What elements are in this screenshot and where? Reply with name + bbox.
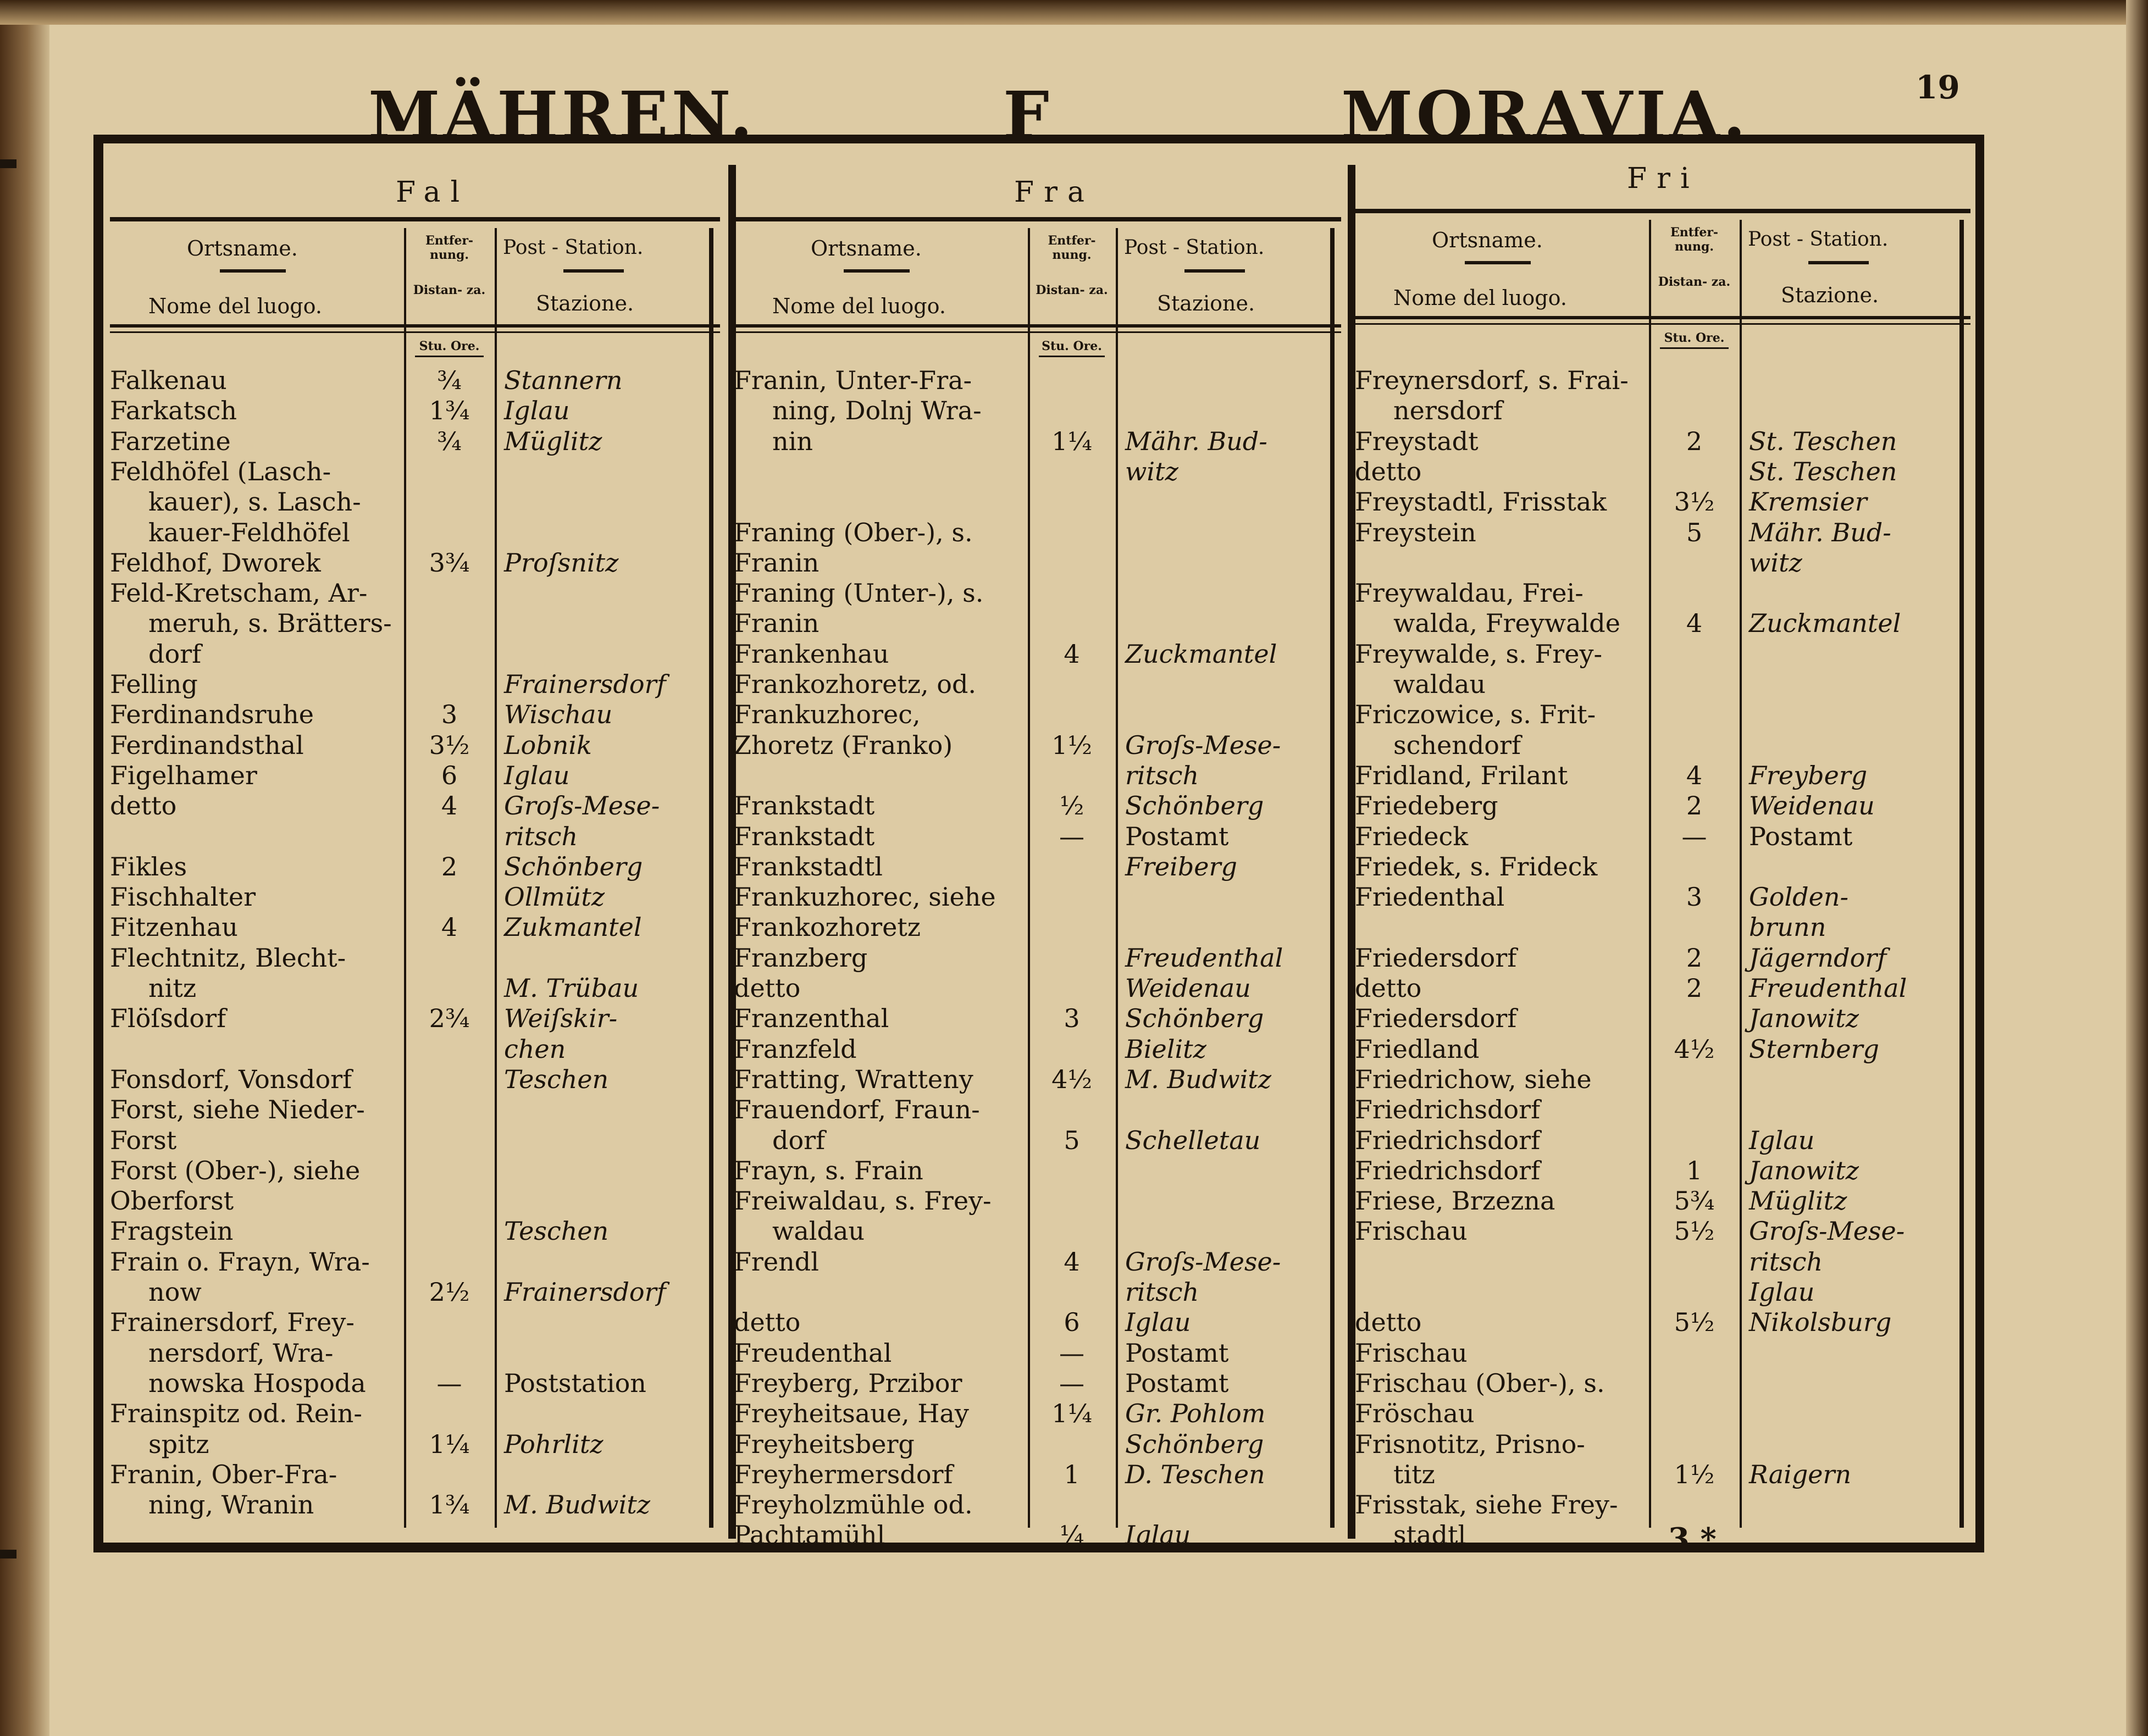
distance-value: 5½ [1674, 1307, 1715, 1337]
place-name: detto [1355, 973, 1422, 1003]
place-name: Friedersdorf [1355, 943, 1517, 973]
distance-value: 4½ [1674, 1034, 1715, 1064]
place-name: Franzberg [734, 943, 868, 973]
post-station: Gr. Pohlom [1125, 1399, 1266, 1428]
header-post-it: Stazione. [536, 291, 634, 315]
distance-value: ¼ [1059, 1520, 1084, 1550]
post-station: M. Budwitz [1125, 1064, 1272, 1094]
post-station: Schönberg [1125, 791, 1264, 820]
place-name: nersdorf [1393, 396, 1503, 425]
title-right: MORAVIA. [1341, 77, 1749, 153]
header-name-it: Nome del luogo. [148, 294, 322, 318]
place-name: Frisnotitz, Prisno- [1355, 1429, 1585, 1459]
place-name: Flechtnitz, Blecht- [110, 943, 346, 973]
section-title-fra: Fra [1014, 176, 1094, 209]
distance-value: 2½ [429, 1277, 470, 1307]
header-rule-top [110, 217, 720, 221]
place-name: Friedrichsdorf [1355, 1125, 1541, 1155]
distance-value: 6 [441, 761, 458, 790]
post-station: Frainersdorf [504, 669, 666, 699]
place-name: Freywaldau, Frei- [1355, 578, 1584, 608]
top-page-edge [0, 0, 2148, 25]
place-name: waldau [1393, 669, 1486, 699]
place-name: Feldhof, Dworek [110, 548, 321, 578]
distance-value: 4 [1064, 639, 1080, 669]
place-name: Fröschau [1355, 1399, 1475, 1428]
distance-value: 5½ [1674, 1216, 1715, 1246]
distance-value: 2 [1686, 973, 1703, 1003]
header-dash [1184, 269, 1245, 273]
distance-value: 3½ [1674, 487, 1715, 517]
distance-value: 2 [1686, 791, 1703, 820]
place-name: ning, Dolnj Wra- [772, 396, 982, 425]
place-name: detto [734, 973, 801, 1003]
place-name: Fischhalter [110, 882, 256, 912]
place-name: Falkenau [110, 365, 227, 395]
place-name: Franing (Unter-), s. [734, 578, 984, 608]
place-name: Freynersdorf, s. Frai- [1355, 365, 1629, 395]
distance-value: 1½ [1051, 730, 1092, 760]
post-station: Zuckmantel [1749, 608, 1901, 638]
place-name: Franzfeld [734, 1034, 857, 1064]
post-station: ritsch [1749, 1247, 1823, 1277]
place-name: Freyheitsaue, Hay [734, 1399, 969, 1428]
distance-value: 5¾ [1674, 1186, 1715, 1216]
place-name: Oberforst [110, 1186, 234, 1216]
place-name: Farzetine [110, 426, 231, 456]
post-station: witz [1125, 457, 1178, 486]
place-name: Fitzenhau [110, 912, 238, 942]
page-number: 19 [1916, 69, 1960, 106]
place-name: Freyheitsberg [734, 1429, 915, 1459]
place-name: Pachtamühl [734, 1520, 885, 1550]
distance-value: 2¾ [429, 1003, 470, 1033]
place-name: Flöſsdorf [110, 1003, 226, 1033]
post-station: Groſs-Mese- [1125, 730, 1281, 760]
post-station: Müglitz [1749, 1186, 1847, 1216]
column-rule [1740, 220, 1742, 1528]
place-name: spitz [148, 1429, 209, 1459]
place-name: Ferdinandsthal [110, 730, 304, 760]
post-station: Golden- [1749, 882, 1848, 912]
post-station: Mähr. Bud- [1125, 426, 1267, 456]
left-margin-mark [0, 159, 16, 168]
place-name: Friedenthal [1355, 882, 1505, 912]
distance-value: 3 [441, 700, 458, 729]
place-name: Freystadtl, Frisstak [1355, 487, 1607, 517]
post-station: Iglau [1749, 1277, 1815, 1307]
place-name: Felling [110, 669, 198, 699]
place-name: Farkatsch [110, 396, 237, 425]
header-name-de: Ortsname. [187, 236, 298, 260]
place-name: Frankuzhorec, siehe [734, 882, 996, 912]
post-station: Nikolsburg [1749, 1307, 1892, 1337]
post-station: Frainersdorf [504, 1277, 666, 1307]
post-station: Teschen [504, 1064, 609, 1094]
place-name: Franin, Ober-Fra- [110, 1460, 337, 1489]
distance-value: 3½ [429, 730, 470, 760]
post-station: Kremsier [1749, 487, 1867, 517]
header-post-de: Post - Station. [1124, 236, 1265, 259]
distance-value: — [436, 1368, 462, 1398]
place-name: Friedersdorf [1355, 1003, 1517, 1033]
distance-value: 2 [441, 852, 458, 881]
distance-value: — [1681, 822, 1707, 851]
post-station: Freudenthal [1125, 943, 1283, 973]
distance-value: 4 [441, 791, 458, 820]
header-rule-bottom [1355, 316, 1970, 319]
place-name: detto [1355, 1307, 1422, 1337]
place-name: Frendl [734, 1247, 819, 1277]
place-name: Feld-Kretscham, Ar- [110, 578, 368, 608]
distance-value: 1 [1686, 1156, 1703, 1185]
place-name: kauer-Feldhöfel [148, 518, 350, 547]
header-rule-bottom [734, 324, 1341, 328]
place-name: Freyhermersdorf [734, 1460, 953, 1489]
post-station: Iglau [1125, 1307, 1191, 1337]
column-rule [1116, 228, 1118, 1528]
place-name: Freiwaldau, s. Frey- [734, 1186, 992, 1216]
header-post-de: Post - Station. [503, 236, 644, 259]
column-rule-right [1330, 228, 1335, 1528]
place-name: ning, Wranin [148, 1490, 314, 1519]
post-station: Groſs-Mese- [1749, 1216, 1905, 1246]
place-name: Forst [110, 1125, 177, 1155]
distance-value: 4 [1064, 1247, 1080, 1277]
place-name: Frankstadt [734, 822, 875, 851]
header-dist-it: Distan- za. [413, 283, 486, 297]
place-name: Fridland, Frilant [1355, 761, 1568, 790]
section-title-fri: Fri [1627, 162, 1699, 195]
place-name: Frankstadtl [734, 852, 883, 881]
place-name: Friedrichow, siehe [1355, 1064, 1592, 1094]
place-name: Friese, Brzezna [1355, 1186, 1555, 1216]
post-station: brunn [1749, 912, 1826, 942]
distance-value: 3 [1064, 1003, 1080, 1033]
place-name: detto [1355, 457, 1422, 486]
header-post-de: Post - Station. [1748, 228, 1889, 251]
post-station: Postamt [1125, 1338, 1229, 1368]
place-name: Frankuzhorec, [734, 700, 921, 729]
section-title-fal: Fal [396, 176, 470, 209]
post-station: Wischau [504, 700, 613, 729]
place-name: Figelhamer [110, 761, 257, 790]
place-name: Forst, siehe Nieder- [110, 1095, 365, 1124]
distance-value: 6 [1064, 1307, 1080, 1337]
place-name: Zhoretz (Franko) [734, 730, 953, 760]
place-name: Friedek, s. Frideck [1355, 852, 1598, 881]
units-label: Stu. Ore. [419, 339, 480, 353]
header-dist-it: Distan- za. [1658, 275, 1731, 289]
distance-value: 3 [1686, 882, 1703, 912]
distance-value: 5 [1686, 518, 1703, 547]
post-station: Sternberg [1749, 1034, 1879, 1064]
place-name: walda, Freywalde [1393, 608, 1620, 638]
post-station: Teschen [504, 1216, 609, 1246]
place-name: Freudenthal [734, 1338, 892, 1368]
header-dist-it: Distan- za. [1036, 283, 1108, 297]
post-station: M. Trübau [504, 973, 639, 1003]
post-station: ritsch [1125, 1277, 1199, 1307]
post-station: Iglau [504, 761, 570, 790]
place-name: Frain o. Frayn, Wra- [110, 1247, 370, 1277]
distance-value: 1 [1064, 1460, 1080, 1489]
post-station: Poststation [504, 1368, 646, 1398]
place-name: Friedrichsdorf [1355, 1095, 1541, 1124]
place-name: stadtl [1393, 1520, 1466, 1550]
distance-value: 1¼ [1051, 1399, 1092, 1428]
post-station: Janowitz [1749, 1003, 1859, 1033]
post-station: Schelletau [1125, 1125, 1261, 1155]
header-dash [220, 269, 286, 273]
place-name: nowska Hospoda [148, 1368, 366, 1398]
place-name: Franzenthal [734, 1003, 889, 1033]
post-station: Jägerndorf [1749, 943, 1887, 973]
place-name: nersdorf, Wra- [148, 1338, 334, 1368]
place-name: Freyholzmühle od. [734, 1490, 973, 1519]
distance-value: ¾ [437, 365, 462, 395]
place-name: Franin [734, 548, 820, 578]
distance-value: 4 [1686, 761, 1703, 790]
place-name: Friedeck [1355, 822, 1469, 851]
post-station: ritsch [504, 822, 578, 851]
post-station: Freiberg [1125, 852, 1237, 881]
place-name: Friedeberg [1355, 791, 1498, 820]
signature-mark: 3 * [1668, 1521, 1717, 1557]
header-name-de: Ortsname. [1432, 228, 1543, 252]
left-margin-mark [0, 1550, 16, 1558]
place-name: Fratting, Wratteny [734, 1064, 973, 1094]
place-name: meruh, s. Brätters- [148, 608, 392, 638]
post-station: Groſs-Mese- [504, 791, 660, 820]
post-station: Iglau [504, 396, 570, 425]
header-dist-de: Entfer- nung. [1048, 234, 1096, 262]
post-station: Postamt [1125, 822, 1229, 851]
header-post-it: Stazione. [1781, 283, 1879, 307]
place-name: Frankozhoretz [734, 912, 921, 942]
distance-value: 1½ [1674, 1460, 1715, 1489]
header-dash [1808, 261, 1869, 264]
place-name: Frayn, s. Frain [734, 1156, 923, 1185]
post-station: Weiſskir- [504, 1003, 618, 1033]
header-name-it: Nome del luogo. [1393, 286, 1567, 310]
post-station: Mähr. Bud- [1749, 518, 1891, 547]
place-name: nin [772, 426, 813, 456]
place-name: Franing (Ober-), s. [734, 518, 973, 547]
place-name: detto [110, 791, 177, 820]
header-rule-bottom [110, 324, 720, 328]
distance-value: 1¾ [429, 1490, 470, 1519]
post-station: Müglitz [504, 426, 602, 456]
title-letter: F [1003, 77, 1053, 153]
post-station: ritsch [1125, 761, 1199, 790]
distance-value: ½ [1059, 791, 1084, 820]
post-station: Iglau [1125, 1520, 1191, 1550]
place-name: Freywalde, s. Frey- [1355, 639, 1603, 669]
distance-value: 3¾ [429, 548, 470, 578]
place-name: Frankozhoretz, od. [734, 669, 977, 699]
post-station: M. Budwitz [504, 1490, 651, 1519]
place-name: dorf [148, 639, 202, 669]
place-name: Frainersdorf, Frey- [110, 1307, 355, 1337]
post-station: witz [1749, 548, 1802, 578]
place-name: waldau [772, 1216, 865, 1246]
column-rule [495, 228, 497, 1528]
place-name: Frauendorf, Fraun- [734, 1095, 980, 1124]
units-label: Stu. Ore. [1042, 339, 1102, 353]
distance-value: 5 [1064, 1125, 1080, 1155]
post-station: chen [504, 1034, 566, 1064]
header-dash [563, 269, 624, 273]
distance-value: 1¾ [429, 396, 470, 425]
place-name: dorf [772, 1125, 826, 1155]
distance-value: 1¼ [1051, 426, 1092, 456]
place-name: Frischau [1355, 1338, 1468, 1368]
place-name: detto [734, 1307, 801, 1337]
post-station: Groſs-Mese- [1125, 1247, 1281, 1277]
post-station: Freudenthal [1749, 973, 1907, 1003]
place-name: kauer), s. Lasch- [148, 487, 361, 517]
distance-value: — [1059, 822, 1084, 851]
units-rule [1660, 347, 1729, 349]
header-dist-de: Entfer- nung. [425, 234, 474, 262]
right-page-edge [2126, 0, 2148, 1736]
header-dist-de: Entfer- nung. [1670, 225, 1719, 254]
post-station: Zukmantel [504, 912, 642, 942]
place-name: now [148, 1277, 202, 1307]
place-name: Friedland [1355, 1034, 1480, 1064]
distance-value: 4 [441, 912, 458, 942]
header-name-de: Ortsname. [811, 236, 922, 260]
post-station: Pohrlitz [504, 1429, 604, 1459]
header-dash [844, 269, 910, 273]
header-name-it: Nome del luogo. [772, 294, 946, 318]
place-name: Friczowice, s. Frit- [1355, 700, 1596, 729]
place-name: Frainspitz od. Rein- [110, 1399, 362, 1428]
place-name: titz [1393, 1460, 1435, 1489]
place-name: Fonsdorf, Vonsdorf [110, 1064, 352, 1094]
header-post-it: Stazione. [1157, 291, 1255, 315]
place-name: Feldhöfel (Lasch- [110, 457, 331, 486]
post-station: D. Teschen [1125, 1460, 1265, 1489]
place-name: Franin, Unter-Fra- [734, 365, 972, 395]
post-station: Janowitz [1749, 1156, 1859, 1185]
header-dash [1465, 261, 1531, 264]
place-name: Forst (Ober-), siehe [110, 1156, 361, 1185]
place-name: Ferdinandsruhe [110, 700, 314, 729]
post-station: Lobnik [504, 730, 592, 760]
header-rule-top [1355, 209, 1970, 213]
place-name: nitz [148, 973, 197, 1003]
distance-value: 4 [1686, 608, 1703, 638]
place-name: Freystadt [1355, 426, 1479, 456]
post-station: Schönberg [1125, 1429, 1264, 1459]
header-rule-bottom [1355, 323, 1970, 325]
title-left: MÄHREN. [368, 77, 756, 153]
post-station: St. Teschen [1749, 426, 1897, 456]
post-station: Bielitz [1125, 1034, 1206, 1064]
post-station: Postamt [1125, 1368, 1229, 1398]
place-name: Freyberg, Przibor [734, 1368, 962, 1398]
place-name: Fikles [110, 852, 187, 881]
place-name: Frischau [1355, 1216, 1468, 1246]
distance-value: 2 [1686, 426, 1703, 456]
header-rule-bottom [734, 331, 1341, 333]
post-station: Stannern [504, 365, 623, 395]
post-station: Weidenau [1749, 791, 1875, 820]
header-rule-top [734, 217, 1341, 221]
post-station: Postamt [1749, 822, 1853, 851]
column-divider [1348, 165, 1355, 1539]
post-station: Ollmütz [504, 882, 605, 912]
units-rule [1039, 356, 1105, 357]
place-name: Freystein [1355, 518, 1476, 547]
distance-value: — [1059, 1368, 1084, 1398]
place-name: Frankenhau [734, 639, 889, 669]
distance-value: — [1059, 1338, 1084, 1368]
distance-value: 4½ [1051, 1064, 1092, 1094]
column-rule-right [709, 228, 713, 1528]
post-station: Schönberg [504, 852, 643, 881]
place-name: Franin [734, 608, 820, 638]
column-rule-right [1959, 220, 1964, 1528]
place-name: Frisstak, siehe Frey- [1355, 1490, 1618, 1519]
post-station: St. Teschen [1749, 457, 1897, 486]
place-name: schendorf [1393, 730, 1521, 760]
place-name: Fragstein [110, 1216, 234, 1246]
distance-value: ¾ [437, 426, 462, 456]
post-station: Zuckmantel [1125, 639, 1277, 669]
book-binding [0, 0, 49, 1736]
post-station: Weidenau [1125, 973, 1251, 1003]
units-label: Stu. Ore. [1664, 331, 1725, 345]
place-name: Friedrichsdorf [1355, 1156, 1541, 1185]
post-station: Freyberg [1749, 761, 1868, 790]
distance-value: 1¼ [429, 1429, 470, 1459]
post-station: Proſsnitz [504, 548, 619, 578]
post-station: Raigern [1749, 1460, 1852, 1489]
post-station: Iglau [1749, 1125, 1815, 1155]
place-name: Frischau (Ober-), s. [1355, 1368, 1605, 1398]
post-station: Schönberg [1125, 1003, 1264, 1033]
distance-value: 2 [1686, 943, 1703, 973]
header-rule-bottom [110, 331, 720, 333]
units-rule [415, 356, 484, 357]
place-name: Frankstadt [734, 791, 875, 820]
